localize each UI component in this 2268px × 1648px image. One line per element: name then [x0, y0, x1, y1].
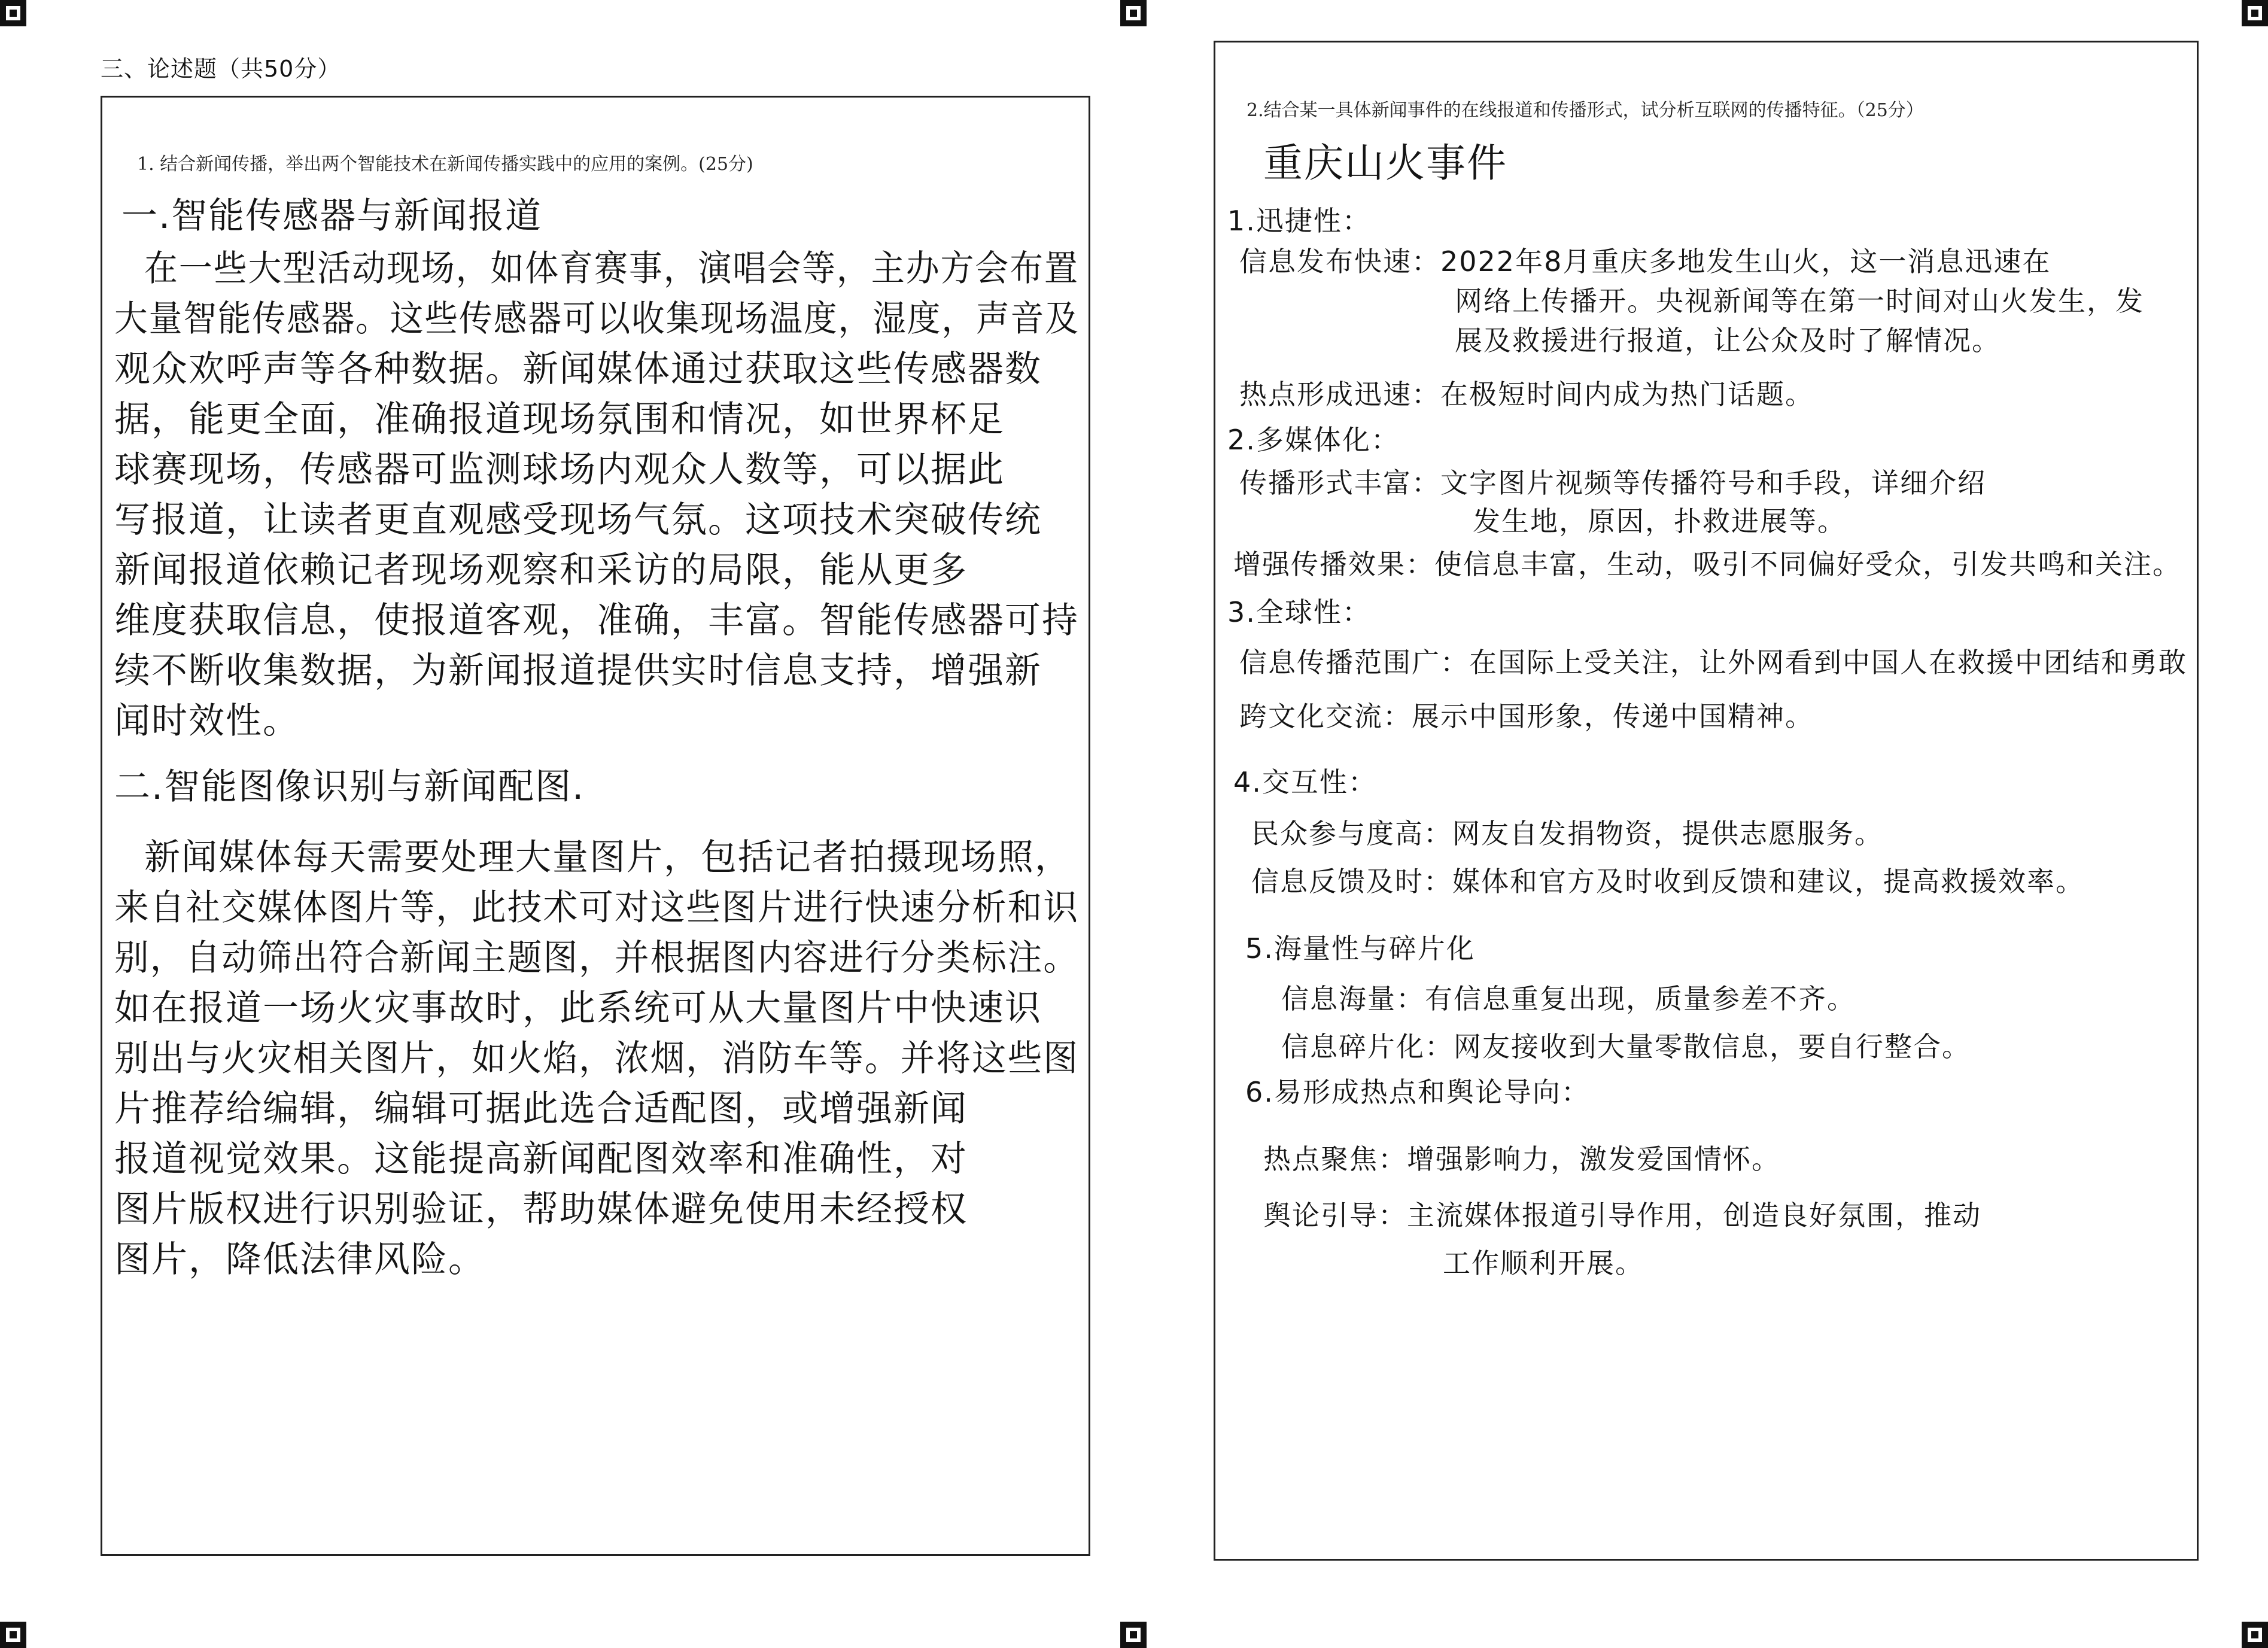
answer-line: 来自社交媒体图片等，此技术可对这些图片进行快速分析和识: [114, 887, 1080, 929]
answer-line: 续不断收集数据，为新闻报道提供实时信息支持，增强新: [114, 650, 1042, 692]
answer-line: 在一些大型活动现场，如体育赛事，演唱会等，主办方会布置: [144, 248, 1079, 290]
corner-marker-bottom-right: [2242, 1622, 2268, 1648]
answer-line: 增强传播效果：使信息丰富，生动，吸引不同偏好受众，引发共鸣和关注。: [1233, 548, 2181, 580]
corner-marker-bottom-left: [0, 1622, 26, 1648]
answer-line: 跨文化交流：展示中国形象，传递中国精神。: [1239, 700, 1814, 732]
answer-line: 展及救援进行报道，让公众及时了解情况。: [1455, 324, 2001, 357]
answer-line: 信息发布快速：2022年8月重庆多地发生山火，这一消息迅速在: [1239, 245, 2051, 278]
answer-line: 片推荐给编辑，编辑可据此选合适配图，或增强新闻: [114, 1088, 968, 1130]
answer-box-question-2: [1214, 41, 2199, 1561]
answer-line: 图片版权进行识别验证，帮助媒体避免使用未经授权: [114, 1188, 968, 1230]
section-title: 三、论述题（共50分）: [101, 56, 341, 82]
answer-heading: 5.海量性与碎片化: [1245, 932, 1475, 965]
answer-line: 信息海量：有信息重复出现，质量参差不齐。: [1281, 983, 1856, 1015]
answer-line: 舆论引导：主流媒体报道引导作用，创造良好氛围，推动: [1263, 1199, 1981, 1232]
answer-line: 工作顺利开展。: [1443, 1247, 1644, 1279]
question-1-prompt: 1. 结合新闻传播，举出两个智能技术在新闻传播实践中的应用的案例。(25分): [137, 154, 753, 175]
answer-line: 热点形成迅速：在极短时间内成为热门话题。: [1239, 378, 1814, 411]
corner-marker-top-right: [2242, 0, 2268, 26]
answer-line: 报道视觉效果。这能提高新闻配图效率和准确性，对: [114, 1138, 968, 1180]
answer-line: 据，能更全面，准确报道现场氛围和情况，如世界杯足: [114, 399, 1005, 440]
answer-line: 别出与火灾相关图片，如火焰，浓烟，消防车等。并将这些图: [114, 1038, 1080, 1080]
answer-line: 信息反馈及时：媒体和官方及时收到反馈和建议，提高救援效率。: [1251, 865, 2084, 898]
answer-line: 球赛现场，传感器可监测球场内观众人数等，可以据此: [114, 449, 1005, 491]
answer-line: 网络上传播开。央视新闻等在第一时间对山火发生，发: [1455, 285, 2144, 317]
answer-heading-2: 二.智能图像识别与新闻配图.: [114, 766, 585, 808]
answer-line: 新闻媒体每天需要处理大量图片，包括记者拍摄现场照，: [144, 837, 1072, 878]
answer-heading: 3.全球性：: [1227, 596, 1371, 628]
answer-line: 信息传播范围广：在国际上受关注，让外网看到中国人在救援中团结和勇敢: [1239, 646, 2187, 679]
answer-line: 如在报道一场火灾事故时，此系统可从大量图片中快速识: [114, 987, 1042, 1029]
answer-line: 别，自动筛出符合新闻主题图，并根据图内容进行分类标注。: [114, 937, 1080, 979]
answer-line: 信息碎片化：网友接收到大量零散信息，要自行整合。: [1281, 1030, 1971, 1063]
answer-heading: 6.易形成热点和舆论导向：: [1245, 1076, 1590, 1108]
answer-line: 大量智能传感器。这些传感器可以收集现场温度，湿度，声音及: [114, 298, 1080, 340]
answer-line: 图片，降低法律风险。: [114, 1239, 485, 1281]
corner-marker-bottom-center: [1120, 1622, 1147, 1648]
answer-heading-1: 一.智能传感器与新闻报道: [121, 195, 543, 237]
answer-title: 重庆山火事件: [1263, 140, 1507, 186]
answer-line: 热点聚焦：增强影响力，激发爱国情怀。: [1263, 1143, 1780, 1175]
question-2-prompt: 2.结合某一具体新闻事件的在线报道和传播形式，试分析互联网的传播特征。（25分）: [1247, 100, 1924, 121]
answer-heading: 2.多媒体化：: [1227, 424, 1400, 456]
answer-line: 民众参与度高：网友自发捐物资，提供志愿服务。: [1251, 817, 1883, 850]
corner-marker-top-center: [1120, 0, 1147, 26]
answer-line: 观众欢呼声等各种数据。新闻媒体通过获取这些传感器数: [114, 348, 1042, 390]
answer-line: 闻时效性。: [114, 700, 300, 742]
answer-line: 新闻报道依赖记者现场观察和采访的局限，能从更多: [114, 549, 968, 591]
answer-heading: 4.交互性：: [1233, 766, 1377, 798]
answer-line: 发生地，原因，扑救进展等。: [1473, 505, 1846, 537]
answer-line: 写报道，让读者更直观感受现场气氛。这项技术突破传统: [114, 499, 1042, 541]
answer-line: 传播形式丰富：文字图片视频等传播符号和手段，详细介绍: [1239, 467, 1986, 499]
corner-marker-top-left: [0, 0, 26, 26]
answer-heading: 1.迅捷性：: [1227, 205, 1371, 237]
answer-line: 维度获取信息，使报道客观，准确，丰富。智能传感器可持: [114, 600, 1079, 641]
answer-box-question-1: [101, 96, 1090, 1556]
